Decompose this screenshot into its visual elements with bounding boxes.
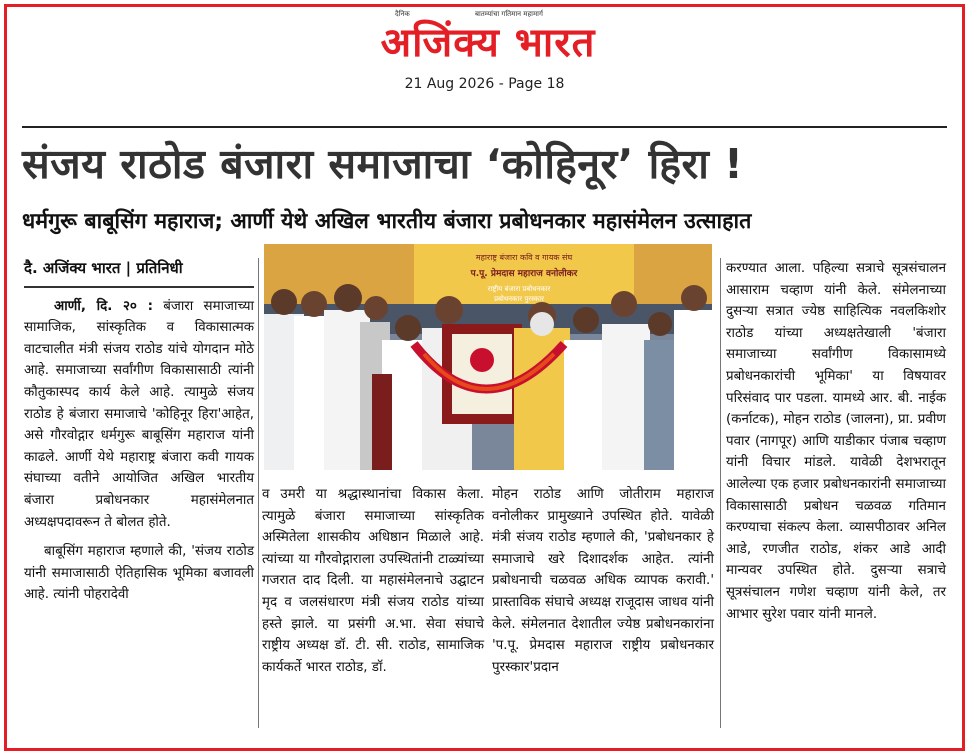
article-column-3: मोहन राठोड आणि जोतीराम महाराज वनोलीकर प्रामुख्याने उपस्थित होते. यावेळी मंत्री संजय राठोड म्हणाले की, 'प्रबोधनकार हे समाजाचे खरे दिशादर्शक आहेत. त्यांनी प्रबोधनाची चळवळ अधिक व्यापक करावी.' प्रास्ताविक संघाचे अध्यक्ष राजूदास जाधव यांनी केले. संमेलनात देशातील ज्येष्ठ प्रबोधनकारांना 'प.पू. प्रेमदास महाराज राष्ट्रीय प्रबोधनकार पुरस्कार'प्रदान [492,487,714,675]
article-column-1 [24,258,254,606]
photo-illustration [264,244,712,470]
article-dateline: आर्णी, दि. २० : [54,298,153,314]
article-column-2: व उमरी या श्रद्धास्थानांचा विकास केला. त्यामुळे बंजारा समाजाच्या सांस्कृतिक अस्मितेला शासकीय अधिष्ठान मिळाले आहे. त्यांच्या या गौरवोद्गाराला उपस्थितांनी टाळ्यांच्या गजरात दाद दिली. या महासंमेलनाचे उद्घाटन मृद व जलसंधारण मंत्री संजय राठोड यांच्या हस्ते झाले. या प्रसंगी अ.भा. सेवा संघाचे राष्ट्रीय अध्यक्ष डॉ. टी. सी. राठोड, सामाजिक कार्यकर्ते भारत राठोड, डॉ. [262,487,484,675]
article-subheadline: धर्मगुरू बाबूसिंग महाराज; आर्णी येथे अखिल भारतीय बंजारा प्रबोधनकार महासंमेलन उत्साहात [22,209,752,234]
banner-line-1: महाराष्ट्र बंजारा कवि व गायक संघ [475,253,573,262]
header-rule [22,126,947,128]
column-divider [258,258,259,728]
daily-label: दैनिक [395,10,410,18]
column-1-paragraph-1-text: बंजारा समाजाच्या सामाजिक, सांस्कृतिक व विकासात्मक वाटचालीत मंत्री संजय राठोड यांचे योगदान मोठे आहे. समाजाच्या सर्वांगीण विकासासाठी त्यांनी कौतुकास्पद कार्य केले आहे. त्यामुळे संजय राठोड हे बंजारा समाजाचे 'कोहिनूर हिरा'आहेत, असे गौरवोद्गार धर्मगुरू बाबूसिंग महाराज यांनी काढले. आर्णी येथे महाराष्ट्र बंजारा कवी गायक संघाच्या वतीने आयोजित अखिल भारतीय बंजारा प्रबोधनकार महासंमेलनात अध्यक्षपदावरून ते बोलत होते. [24,298,254,530]
article-byline: दै. अजिंक्य भारत | प्रतिनिधी [24,258,254,288]
edition-dateline: 21 Aug 2026 - Page 18 [404,76,565,92]
event-photo [264,244,712,470]
banner-line-3: राष्ट्रीय बंजारा प्रबोधनकार [487,285,551,293]
banner-line-4: प्रबोधनकार पुरस्कार [494,295,544,303]
masthead-slogan: बातम्यांचा गतिमान महामार्ग [475,10,543,18]
framed-award [452,334,512,414]
column-1-paragraph-1 [24,296,254,534]
article-column-4: करण्यात आला. पहिल्या सत्राचे सूत्रसंचालन आसाराम चव्हाण यांनी केले. संमेलनाच्या दुसऱ्या सत्रात ज्येष्ठ साहित्यिक नवलकिशोर राठोड यांच्या अध्यक्षतेखाली 'बंजारा समाजाच्या सर्वांगीण विकासामध्ये प्रबोधनकारांची भूमिका' या विषयावर परिसंवाद पार पडला. यामध्ये आर. बी. नाईक (कर्नाटक), मोहन राठोड (जालना), प्रा. प्रवीण पवार (नागपूर) आणि याडीकार पंजाब चव्हाण यांनी विचार मांडले. यावेळी देशभरातून आलेल्या एक हजार प्रबोधनकारांनी समाजाच्या विकासासाठी प्रबोधन चळवळ गतिमान करण्याचा संकल्प केला. व्यासपीठावर अनिल आडे, रणजीत राठोड, शंकर आडे आदी मान्यवर उपस्थित होते. दुसऱ्या सत्राचे सूत्रसंचालन गणेश चव्हाण यांनी केले, तर आभार सुरेश पवार यांनी मानले. [726,261,946,622]
article-headline: संजय राठोड बंजारा समाजाचा ‘कोहिनूर’ हिरा ! [22,140,744,188]
newspaper-logo: अजिंक्य भारत [380,20,596,66]
column-divider [720,258,721,728]
column-1-paragraph-2: बाबूसिंग महाराज म्हणाले की, 'संजय राठोड यांनी समाजासाठी ऐतिहासिक भूमिका बजावली आहे. त्यांनी पोहरादेवी [24,544,254,603]
banner-line-2: प.पू. प्रेमदास महाराज वनोलीकर [470,269,578,279]
